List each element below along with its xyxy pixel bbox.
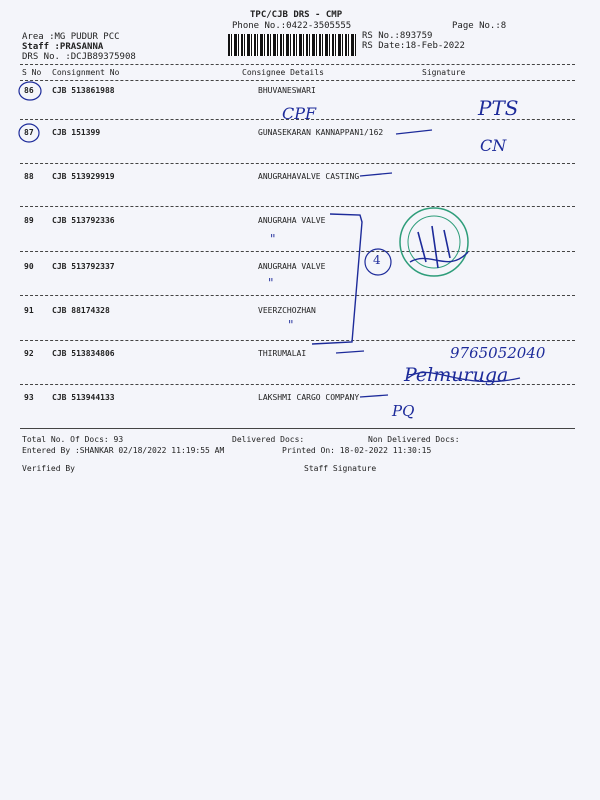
row-90-consignment: CJB 513792337	[52, 262, 115, 271]
printed-on: Printed On: 18-02-2022 11:30:15	[282, 446, 432, 455]
ditto-mark-90: "	[268, 276, 274, 290]
col-signature: Signature	[422, 68, 466, 77]
phone-number: Phone No.:0422-3505555	[232, 21, 352, 31]
row-87-consignee: GUNASEKARAN KANNAPPAN1/162	[258, 128, 384, 137]
rs-number: RS No.:893759	[362, 31, 433, 41]
row-88-consignee: ANUGRAHAVALVE CASTING	[258, 172, 360, 181]
row-88-sno: 88	[24, 172, 34, 181]
row-93-sno: 93	[24, 393, 34, 402]
row-86-sno: 86	[24, 86, 34, 95]
pts-handwriting: PTS	[478, 96, 519, 120]
verified-by: Verified By	[22, 464, 75, 473]
col-consignment: Consignment No	[52, 68, 120, 77]
area-label: Area :MG PUDUR PCC	[22, 32, 120, 42]
cpf-handwriting: CPF	[282, 104, 317, 123]
row-91-consignee: VEERZCHOZHAN	[258, 306, 316, 315]
document-title: TPC/CJB DRS - CMP	[250, 10, 343, 20]
row-90-consignee: ANUGRAHA VALVE	[258, 262, 326, 271]
circle-87-mark	[19, 124, 39, 142]
row-88-consignment: CJB 513929919	[52, 172, 115, 181]
bracket-89-91-mark	[312, 214, 362, 344]
drs-number: DRS No. :DCJB89375908	[22, 52, 136, 62]
delivered-docs: Delivered Docs:	[232, 435, 305, 444]
non-delivered-docs: Non Delivered Docs:	[368, 435, 460, 444]
row-86-consignee: BHUVANESWARI	[258, 86, 316, 95]
entered-by: Entered By :SHANKAR 02/18/2022 11:19:55 AM	[22, 446, 225, 455]
row-92-consignee: THIRUMALAI	[258, 349, 307, 358]
signature-93-handwriting: PQ	[392, 402, 415, 420]
strike-87-mark	[396, 130, 432, 134]
row-92-sno: 92	[24, 349, 34, 358]
row-89-consignee: ANUGRAHA VALVE	[258, 216, 326, 225]
page-number: Page No.:8	[452, 21, 507, 31]
row-93-consignment: CJB 513944133	[52, 393, 115, 402]
staff-label: Staff :PRASANNA	[22, 42, 104, 52]
row-93-consignee: LAKSHMI CARGO COMPANY	[258, 393, 360, 402]
total-docs: Total No. Of Docs: 93	[22, 435, 124, 444]
row-87-consignment: CJB 151399	[52, 128, 101, 137]
cn-handwriting: CN	[480, 136, 507, 155]
row-91-consignment: CJB 88174328	[52, 306, 110, 315]
ditto-mark-91: "	[288, 318, 294, 332]
strike-88-mark	[360, 173, 392, 176]
row-89-sno: 89	[24, 216, 34, 225]
phone-handwriting: 9765052040	[450, 344, 546, 362]
receiver-name-handwriting: Pelmuruga	[404, 364, 509, 386]
row-87-sno: 87	[24, 128, 34, 137]
row-90-sno: 90	[24, 262, 34, 271]
row-86-consignment: CJB 513861988	[52, 86, 115, 95]
circled-number: 4	[373, 253, 381, 267]
row-92-consignment: CJB 513834806	[52, 349, 115, 358]
row-89-consignment: CJB 513792336	[52, 216, 115, 225]
col-sno: S No	[22, 68, 42, 77]
strike-92-mark	[336, 351, 364, 353]
round-stamp	[400, 208, 468, 276]
circle-86-mark	[19, 82, 41, 100]
row-91-sno: 91	[24, 306, 34, 315]
staff-signature-label: Staff Signature	[304, 464, 377, 473]
ditto-mark-89: "	[270, 232, 276, 246]
strike-93-mark	[360, 395, 388, 397]
rs-date: RS Date:18-Feb-2022	[362, 41, 465, 51]
col-consignee: Consignee Details	[242, 68, 324, 77]
